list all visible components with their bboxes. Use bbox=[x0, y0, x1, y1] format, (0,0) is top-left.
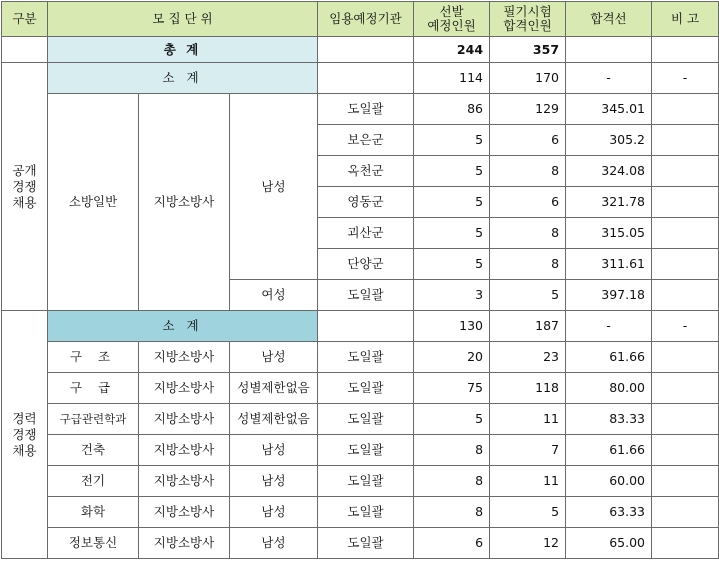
row-rank: 지방소방사 bbox=[139, 404, 230, 435]
row-field: 화학 bbox=[48, 497, 139, 528]
row-passed: 8 bbox=[490, 249, 566, 280]
row-agency: 도일괄 bbox=[318, 497, 414, 528]
row-gender: 성별제한없음 bbox=[230, 373, 318, 404]
header-planned-line1: 선발 bbox=[439, 4, 464, 19]
row-gender: 남성 bbox=[230, 466, 318, 497]
header-note: 비 고 bbox=[652, 2, 719, 37]
public-category-line3: 채용 bbox=[12, 194, 37, 210]
header-cutoff: 합격선 bbox=[566, 2, 652, 37]
row-note bbox=[652, 156, 719, 187]
row-note bbox=[652, 404, 719, 435]
header-category: 구분 bbox=[2, 2, 48, 37]
total-label: 총 계 bbox=[48, 37, 318, 63]
row-cutoff: 60.00 bbox=[566, 466, 652, 497]
career-subtotal-planned: 130 bbox=[414, 311, 490, 342]
row-gender: 남성 bbox=[230, 497, 318, 528]
row-agency: 영동군 bbox=[318, 187, 414, 218]
public-category bbox=[2, 63, 48, 311]
row-cutoff: 63.33 bbox=[566, 497, 652, 528]
row-planned: 75 bbox=[414, 373, 490, 404]
row-passed: 129 bbox=[490, 94, 566, 125]
row-note bbox=[652, 187, 719, 218]
row-field: 건축 bbox=[48, 435, 139, 466]
row-field: 전기 bbox=[48, 466, 139, 497]
row-planned: 5 bbox=[414, 187, 490, 218]
public-subtotal-note: - bbox=[652, 63, 719, 94]
row-passed: 8 bbox=[490, 156, 566, 187]
public-subtotal-label: 소 계 bbox=[48, 63, 318, 94]
row-cutoff: 324.08 bbox=[566, 156, 652, 187]
header-passed bbox=[490, 2, 566, 37]
row-planned: 5 bbox=[414, 404, 490, 435]
row-agency: 도일괄 bbox=[318, 528, 414, 559]
header-unit: 모 집 단 위 bbox=[48, 2, 318, 37]
career-subtotal-label: 소 계 bbox=[48, 311, 318, 342]
public-rank: 지방소방사 bbox=[139, 94, 230, 311]
row-passed: 23 bbox=[490, 342, 566, 373]
table-row bbox=[2, 528, 719, 559]
career-category-line2: 경쟁 bbox=[12, 426, 37, 442]
public-category-line2: 경쟁 bbox=[12, 178, 37, 194]
row-field: 정보통신 bbox=[48, 528, 139, 559]
row-agency: 도일괄 bbox=[318, 342, 414, 373]
row-gender: 남성 bbox=[230, 435, 318, 466]
row-planned: 8 bbox=[414, 466, 490, 497]
row-rank: 지방소방사 bbox=[139, 466, 230, 497]
table-row bbox=[2, 435, 719, 466]
row-agency: 단양군 bbox=[318, 249, 414, 280]
row-rank: 지방소방사 bbox=[139, 435, 230, 466]
public-subtotal-planned: 114 bbox=[414, 63, 490, 94]
row-agency: 도일괄 bbox=[318, 280, 414, 311]
row-planned: 8 bbox=[414, 435, 490, 466]
row-note bbox=[652, 497, 719, 528]
row-planned: 86 bbox=[414, 94, 490, 125]
header-passed-line2: 합격인원 bbox=[503, 18, 552, 33]
row-cutoff: 305.2 bbox=[566, 125, 652, 156]
row-cutoff: 83.33 bbox=[566, 404, 652, 435]
table-row bbox=[2, 373, 719, 404]
row-cutoff: 61.66 bbox=[566, 435, 652, 466]
row-field: 구 조 bbox=[48, 342, 139, 373]
row-cutoff: 397.18 bbox=[566, 280, 652, 311]
row-passed: 11 bbox=[490, 466, 566, 497]
row-agency: 도일괄 bbox=[318, 466, 414, 497]
total-note bbox=[652, 37, 719, 63]
row-agency: 도일괄 bbox=[318, 373, 414, 404]
row-note bbox=[652, 373, 719, 404]
row-note bbox=[652, 94, 719, 125]
career-category-line1: 경력 bbox=[12, 410, 37, 426]
career-subtotal-row bbox=[2, 311, 719, 342]
row-agency: 옥천군 bbox=[318, 156, 414, 187]
total-planned: 244 bbox=[414, 37, 490, 63]
row-cutoff: 311.61 bbox=[566, 249, 652, 280]
total-agency bbox=[318, 37, 414, 63]
public-category-line1: 공개 bbox=[12, 162, 37, 178]
row-planned: 6 bbox=[414, 528, 490, 559]
row-passed: 118 bbox=[490, 373, 566, 404]
row-rank: 지방소방사 bbox=[139, 342, 230, 373]
career-subtotal-note: - bbox=[652, 311, 719, 342]
row-passed: 5 bbox=[490, 497, 566, 528]
row-cutoff: 80.00 bbox=[566, 373, 652, 404]
row-passed: 6 bbox=[490, 125, 566, 156]
public-subtotal-passed: 170 bbox=[490, 63, 566, 94]
row-passed: 6 bbox=[490, 187, 566, 218]
table-row bbox=[2, 497, 719, 528]
career-subtotal-cutoff: - bbox=[566, 311, 652, 342]
row-gender: 남성 bbox=[230, 528, 318, 559]
row-rank: 지방소방사 bbox=[139, 528, 230, 559]
row-planned: 5 bbox=[414, 125, 490, 156]
table-row bbox=[2, 94, 719, 125]
row-gender: 남성 bbox=[230, 342, 318, 373]
row-agency: 도일괄 bbox=[318, 94, 414, 125]
public-gender-female: 여성 bbox=[230, 280, 318, 311]
row-note bbox=[652, 528, 719, 559]
row-cutoff: 65.00 bbox=[566, 528, 652, 559]
row-agency: 도일괄 bbox=[318, 404, 414, 435]
row-passed: 11 bbox=[490, 404, 566, 435]
row-planned: 20 bbox=[414, 342, 490, 373]
career-subtotal-passed: 187 bbox=[490, 311, 566, 342]
row-agency: 도일괄 bbox=[318, 435, 414, 466]
total-cutoff bbox=[566, 37, 652, 63]
header-planned-line2: 예정인원 bbox=[427, 18, 476, 33]
row-gender: 성별제한없음 bbox=[230, 404, 318, 435]
results-table bbox=[1, 1, 719, 559]
total-row bbox=[2, 37, 719, 63]
header-row bbox=[2, 2, 719, 37]
row-passed: 5 bbox=[490, 280, 566, 311]
total-passed: 357 bbox=[490, 37, 566, 63]
row-note bbox=[652, 280, 719, 311]
row-planned: 5 bbox=[414, 249, 490, 280]
row-agency: 괴산군 bbox=[318, 218, 414, 249]
public-subtotal-row bbox=[2, 63, 719, 94]
row-field: 구 급 bbox=[48, 373, 139, 404]
row-cutoff: 315.05 bbox=[566, 218, 652, 249]
row-note bbox=[652, 218, 719, 249]
row-field: 구급관련학과 bbox=[48, 404, 139, 435]
row-passed: 8 bbox=[490, 218, 566, 249]
public-subtotal-agency bbox=[318, 63, 414, 94]
career-category bbox=[2, 311, 48, 559]
row-cutoff: 321.78 bbox=[566, 187, 652, 218]
row-cutoff: 345.01 bbox=[566, 94, 652, 125]
row-note bbox=[652, 435, 719, 466]
row-note bbox=[652, 125, 719, 156]
header-passed-line1: 필기시험 bbox=[503, 4, 552, 19]
table-row bbox=[2, 342, 719, 373]
header-planned bbox=[414, 2, 490, 37]
row-planned: 5 bbox=[414, 218, 490, 249]
row-rank: 지방소방사 bbox=[139, 373, 230, 404]
table-row bbox=[2, 466, 719, 497]
row-planned: 3 bbox=[414, 280, 490, 311]
row-planned: 8 bbox=[414, 497, 490, 528]
row-agency: 보은군 bbox=[318, 125, 414, 156]
total-blank bbox=[2, 37, 48, 63]
row-passed: 7 bbox=[490, 435, 566, 466]
public-field: 소방일반 bbox=[48, 94, 139, 311]
public-subtotal-cutoff: - bbox=[566, 63, 652, 94]
row-note bbox=[652, 342, 719, 373]
row-rank: 지방소방사 bbox=[139, 497, 230, 528]
public-gender-male: 남성 bbox=[230, 94, 318, 280]
row-planned: 5 bbox=[414, 156, 490, 187]
row-cutoff: 61.66 bbox=[566, 342, 652, 373]
career-subtotal-agency bbox=[318, 311, 414, 342]
row-passed: 12 bbox=[490, 528, 566, 559]
career-category-line3: 채용 bbox=[12, 442, 37, 458]
header-agency: 임용예정기관 bbox=[318, 2, 414, 37]
row-note bbox=[652, 249, 719, 280]
row-note bbox=[652, 466, 719, 497]
table-row bbox=[2, 404, 719, 435]
